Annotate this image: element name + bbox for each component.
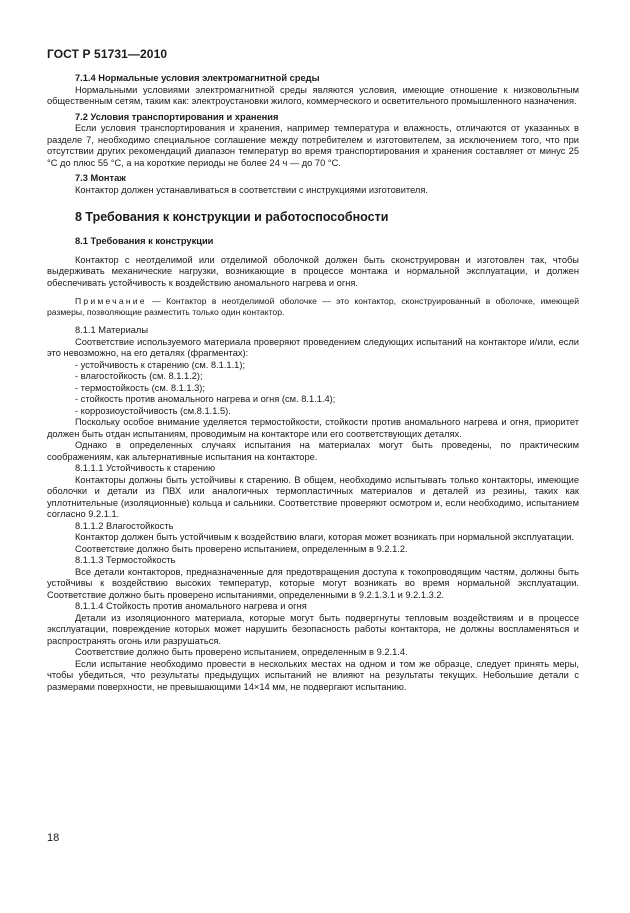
paragraph: Поскольку особое внимание уделяется термостойкости, стойкости против аномального нагрева и огня, приоритет должен быть отдан испытаниям, проводимым на контакторе или его соответствующих деталях.: [47, 417, 579, 439]
note-text: — Контактор в неотделимой оболочке — это контактор, сконструированный в оболочке, имеющей размеры, позволяющие разместить только один контактор.: [47, 296, 579, 317]
paragraph: Контактор должен быть устойчивым к воздействию влаги, которая может возникать при нормальной эксплуатации.: [75, 532, 575, 542]
paragraph: Если испытание необходимо провести в нескольких местах на одном и том же образце, следует принять меры, чтобы убедиться, что результаты предыдущих испытаний не влияют на результаты текущих. Небольшие детали с размерами поверхности, не превышающими 14×14 мм, не подвергают испытанию.: [47, 658, 579, 692]
paragraph: Контактор с неотделимой или отделимой оболочкой должен быть сконструирован и изготовлен так, чтобы выдерживать механические нагрузки, возникающие в процессе монтажа и нормальной эксплуатации, и должен обеспечивать устойчивость к воздействию аномального нагрева и огня.: [47, 254, 579, 288]
section-8-1-1-4-title: 8.1.1.4 Стойкость против аномального нагрева и огня: [75, 601, 307, 611]
paragraph: Детали из изоляционного материала, которые могут быть подвергнуты тепловым воздействиям и в процессе эксплуатации, повреждение которых может нарушить безопасность работы контактора, не должны воспламеняться и распространять огонь или разрушаться.: [47, 612, 579, 646]
paragraph: Контакторы должны быть устойчивы к старению. В общем, необходимо испытывать только контакторы, имеющие оболочки и детали из ПВХ или аналогичных термопластичных материалов и деталей из резины, таких как уплотнительные (изоляционные) кольца и сальники. Соответствие проверяют осмотром и, если необходимо, испытанием согласно 9.2.1.1.: [47, 474, 579, 519]
paragraph: Нормальными условиями электромагнитной среды являются условия, имеющие отношение к низковольтным общественным сетям, таким как: электроустановки жилого, коммерческого и осветительного промышленного назначения.: [47, 84, 579, 106]
section-8-1-1-title: 8.1.1 Материалы: [75, 325, 149, 335]
list-item: - влагостойкость (см. 8.1.1.2);: [75, 371, 203, 381]
page-number: 18: [47, 832, 60, 844]
section-8-1-1-1-title: 8.1.1.1 Устойчивость к старению: [75, 463, 216, 473]
section-7-3-title: 7.3 Монтаж: [75, 173, 126, 183]
paragraph: Контактор должен устанавливаться в соответствии с инструкциями изготовителя.: [75, 184, 428, 195]
list-item: - устойчивость к старению (см. 8.1.1.1);: [75, 359, 246, 370]
note-label: Примечание: [75, 296, 147, 306]
section-7-2-title: 7.2 Условия транспортирования и хранения: [75, 111, 279, 122]
list-item: - коррозиоустойчивость (см.8.1.1.5).: [75, 405, 231, 416]
paragraph: Все детали контакторов, предназначенные для предотвращения доступа к токопроводящим частям, должны быть устойчивы к воздействию высоких температур, которые могут возникать во время нормальной эксплуатации. Соответствие должно быть проверено испытаниями, определенными в 9.2.1.3.1 и 9.2.1.3.2.: [47, 566, 579, 600]
paragraph: Если условия транспортирования и хранения, например температура и влажность, отличаются от указанных в разделе 7, необходимо специальное соглашение между потребителем и изготовителем, за исключением того, что при отсутствии других рекомендаций диапазон температур во время транспортирования и хранения составляет от минус 25 °С до плюс 55 °С, а на короткие периоды не более 24 ч — до 70 °С.: [47, 123, 579, 168]
paragraph: Однако в определенных случаях испытания на материалах могут быть проведены, по практическим соображениям, как альтернативные испытания на контакторе.: [47, 440, 579, 462]
paragraph: Соответствие должно быть проверено испытанием, определенным в 9.2.1.4.: [75, 647, 408, 657]
section-8-title: 8 Требования к конструкции и работоспособности: [75, 210, 389, 224]
document-code: ГОСТ Р 51731—2010: [47, 47, 168, 61]
section-8-1-title: 8.1 Требования к конструкции: [75, 236, 214, 246]
paragraph: Соответствие используемого материала проверяют проведением следующих испытаний на контакторе и/или, если это невозможно, на его деталях (фрагментах):: [47, 336, 579, 358]
list-item: - стойкость против аномального нагрева и огня (см. 8.1.1.4);: [75, 394, 336, 404]
note: [47, 296, 579, 318]
list-item: - термостойкость (см. 8.1.1.3);: [75, 382, 205, 393]
page-body: [47, 73, 579, 693]
section-8-1-1-2-title: 8.1.1.2 Влагостойкость: [75, 520, 174, 531]
section-7-1-4-title: 7.1.4 Нормальные условия электромагнитной среды: [75, 73, 320, 83]
paragraph: Соответствие должно быть проверено испытанием, определенным в 9.2.1.2.: [75, 543, 408, 554]
section-8-1-1-3-title: 8.1.1.3 Термостойкость: [75, 555, 176, 565]
